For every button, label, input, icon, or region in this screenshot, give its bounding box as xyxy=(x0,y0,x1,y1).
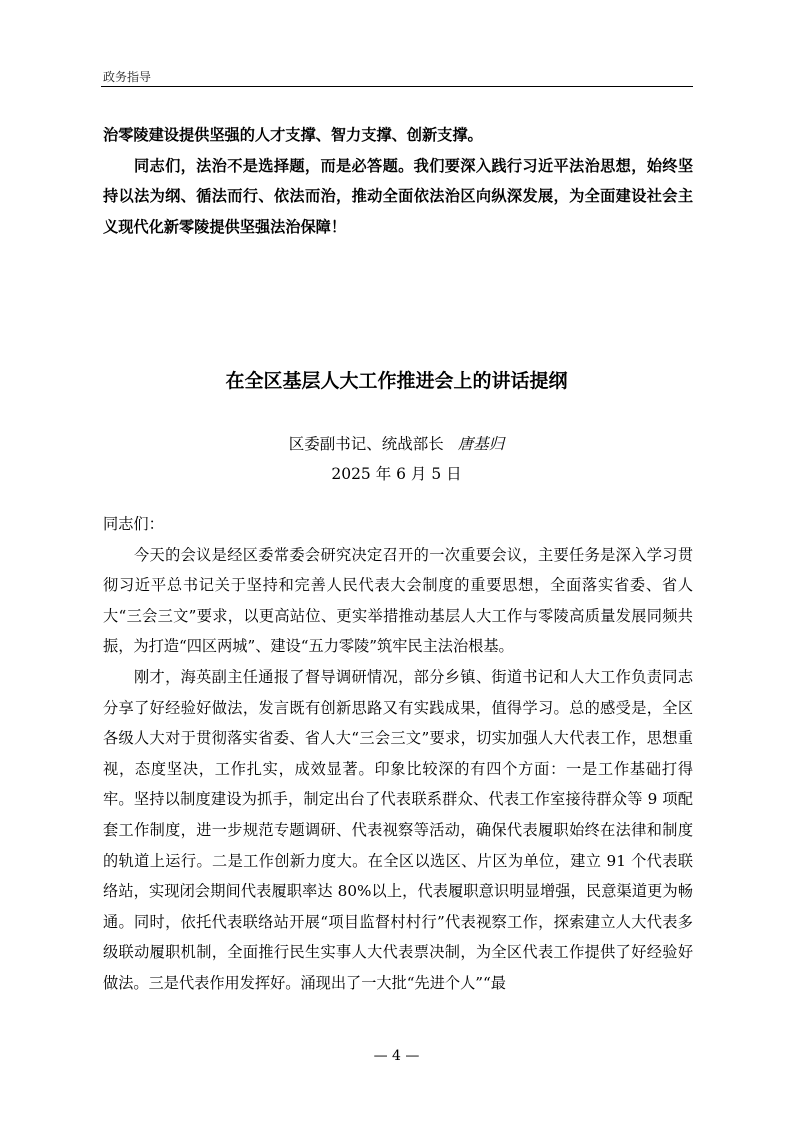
body-paragraph-1: 今天的会议是经区委常委会研究决定召开的一次重要会议，主要任务是深入学习贯彻习近平总书记关于坚持和完善人民代表大会制度的重要思想，全面落实省委、省人大“三会三文”要求，以更高站位、更实举措推动基层人大工作与零陵高质量发展同频共振，为打造“四区两城”、建设“五力零陵”筑牢民主法治根基。 xyxy=(103,545,693,656)
article-date: 2025 年 6 月 5 日 xyxy=(331,465,462,483)
byline-role: 区委副书记、统战部长 xyxy=(288,435,444,453)
continuation-block xyxy=(103,120,693,242)
continuation-line: 治零陵建设提供坚强的人才支撑、智力支撑、创新支撑。 xyxy=(103,126,483,144)
page-number: — 4 — xyxy=(373,1048,420,1064)
header-divider xyxy=(101,86,693,87)
byline-author: 唐基归 xyxy=(457,435,505,453)
article-body xyxy=(103,509,693,999)
article-title: 在全区基层人大工作推进会上的讲话提纲 xyxy=(225,370,568,392)
byline xyxy=(0,432,793,454)
salutation: 同志们： xyxy=(103,515,164,533)
running-header: 政务指导 xyxy=(103,70,152,84)
body-paragraph-2: 刚才，海英副主任通报了督导调研情况，部分乡镇、街道书记和人大工作负责同志分享了好经验好做法，发言既有创新思路又有实践成果，值得学习。总的感受是，全区各级人大对于贯彻落实省委、省人大“三会三文”要求，切实加强人大代表工作，思想重视，态度坚决，工作扎实，成效显著。印象比较深的有四个方面：一是工作基础打得牢。坚持以制度建设为抓手，制定出台了代表联系群众、代表工作室接待群众等 9 项配套工作制度，进一步规范专题调研、代表视察等活动，确保代表履职始终在法律和制度的轨道上运行。二是工作创新力度大。在全区以选区、片区为单位，建立 91 个代表联络站，实现闭会期间代表履职率达 80%以上，代表履职意识明显增强，民意渠道更为畅通。同时，依托代表联络站开展“项目监督村村行”代表视察工作，探索建立人大代表多级联动履职机制，全面推行民生实事人大代表票决制，为全区代表工作提供了好经验好做法。三是代表作用发挥好。涌现出了一大批“先进个人”“最 xyxy=(103,667,693,992)
closing-paragraph: 同志们，法治不是选择题，而是必答题。我们要深入践行习近平法治思想，始终坚持以法为纲、循法而行、依法而治，推动全面依法治区向纵深发展，为全面建设社会主义现代化新零陵提供坚强法治保障！ xyxy=(103,156,693,236)
